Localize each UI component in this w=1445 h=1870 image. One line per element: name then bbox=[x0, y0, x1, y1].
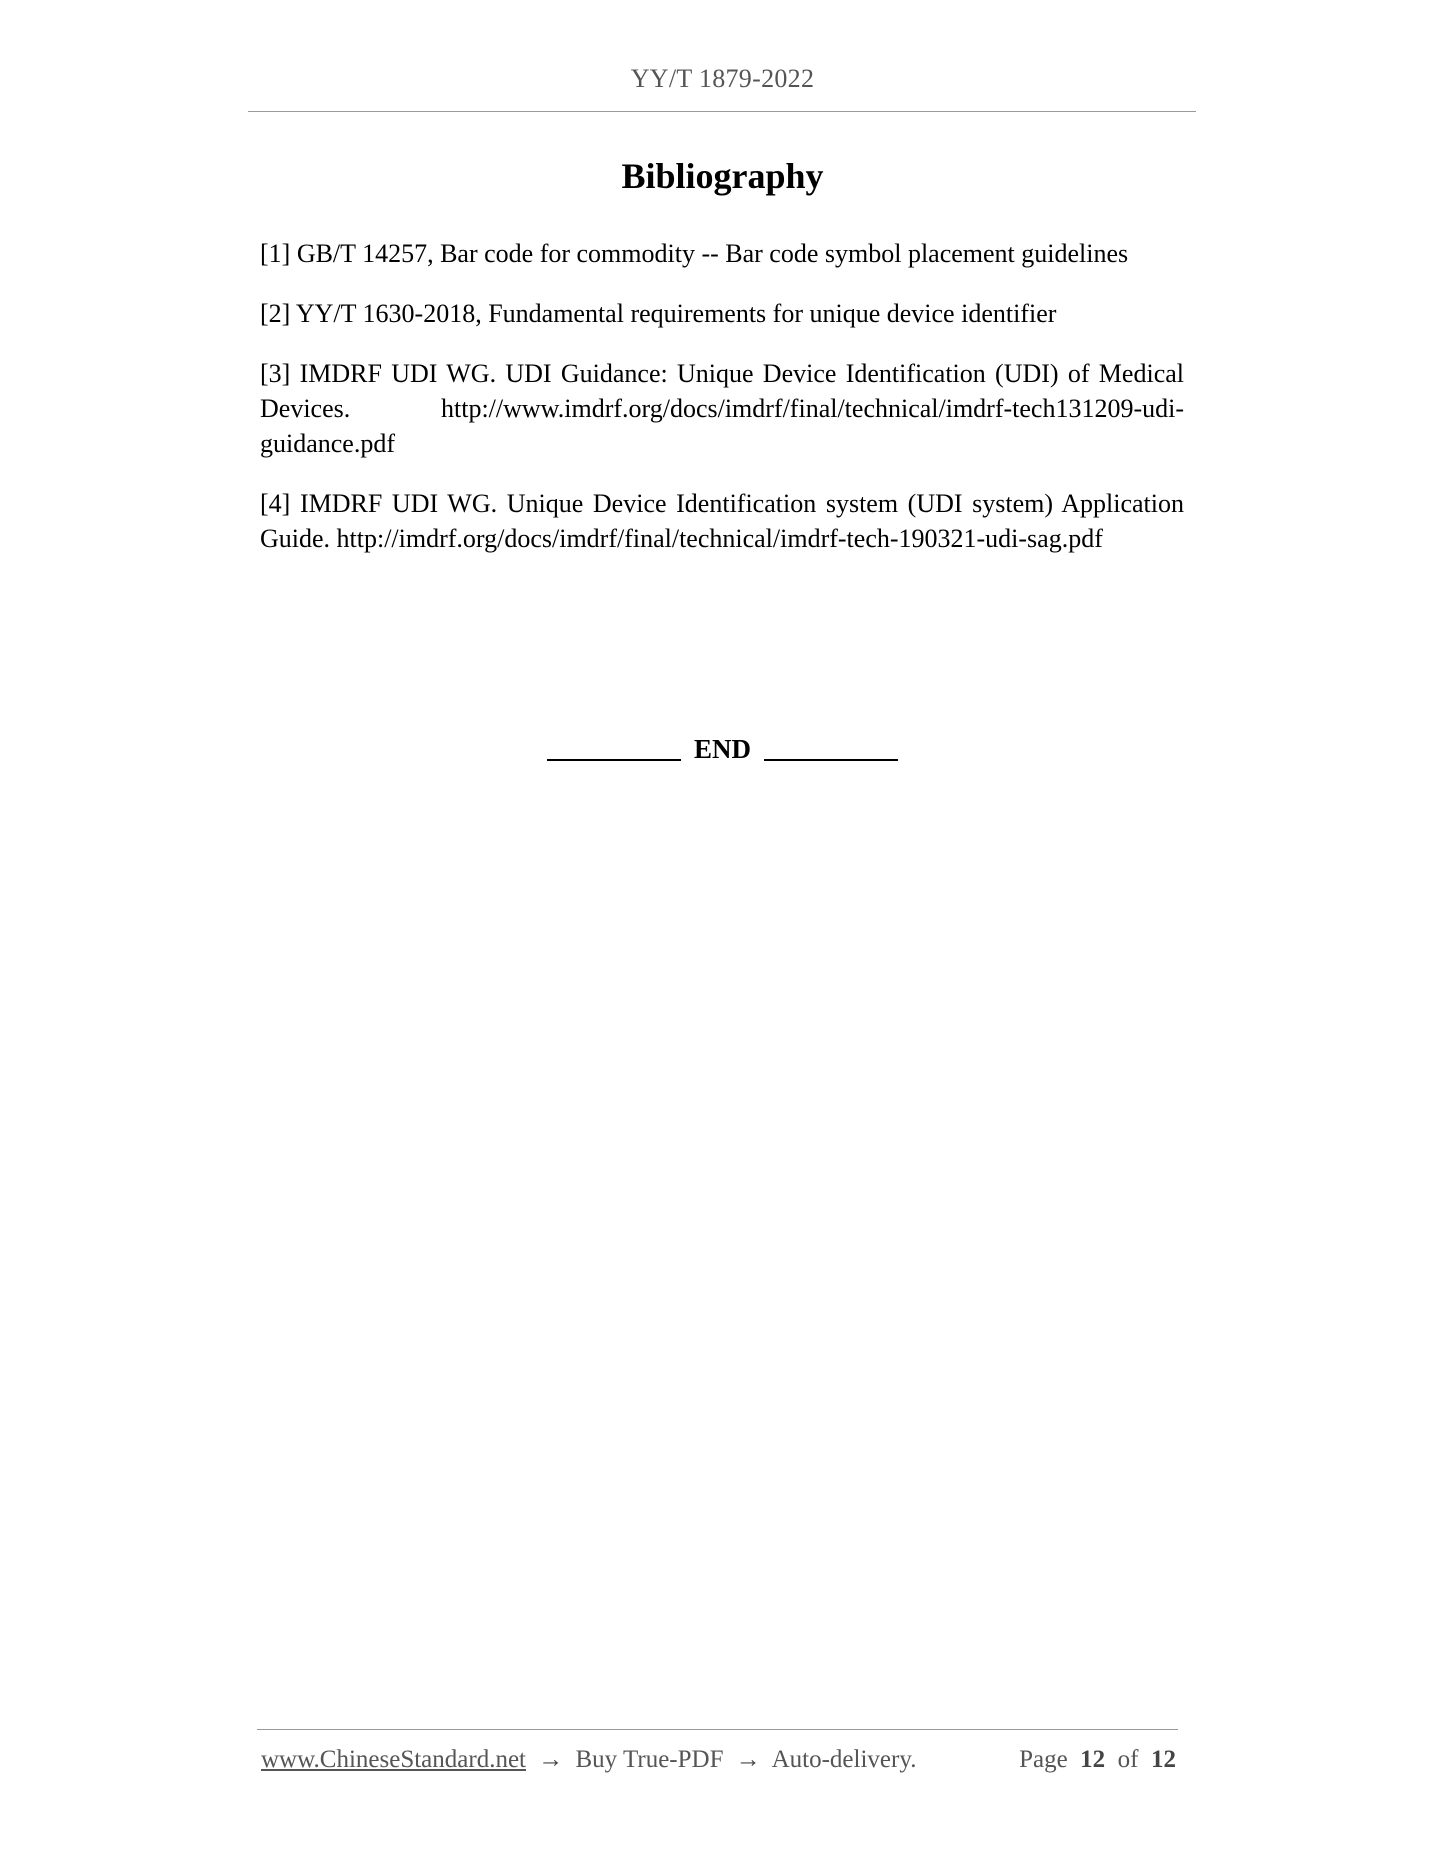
footer-promo bbox=[261, 1746, 916, 1774]
buy-text: Buy True-PDF bbox=[575, 1746, 724, 1773]
delivery-text: Auto-delivery. bbox=[771, 1746, 917, 1773]
page-total: 12 bbox=[1151, 1746, 1176, 1773]
section-title: Bibliography bbox=[621, 156, 824, 196]
end-marker bbox=[0, 734, 1445, 765]
arrow-right-icon: → bbox=[538, 1746, 564, 1773]
page-label: Page bbox=[1019, 1746, 1068, 1773]
reference-item: [3] IMDRF UDI WG. UDI Guidance: Unique Device Identification (UDI) of Medical Devices. http://www.imdrf.org/docs/imdrf/final/technical/imdrf-tech131209-udi-guidance.pdf bbox=[260, 359, 1184, 458]
header-divider bbox=[248, 111, 1196, 112]
page-of: of bbox=[1117, 1746, 1139, 1773]
page-number bbox=[1019, 1746, 1176, 1774]
site-link[interactable]: www.ChineseStandard.net bbox=[261, 1746, 526, 1773]
reference-item: [4] IMDRF UDI WG. Unique Device Identification system (UDI system) Application Guide. http://imdrf.org/docs/imdrf/final/technical/imdrf-tech-190321-udi-sag.pdf bbox=[260, 489, 1184, 553]
header-doc-id: YY/T 1879-2022 bbox=[630, 64, 815, 93]
arrow-right-icon: → bbox=[735, 1746, 761, 1773]
end-label: END bbox=[693, 734, 751, 764]
footer-divider bbox=[257, 1729, 1178, 1730]
reference-list bbox=[260, 236, 1184, 581]
end-rule-left bbox=[547, 759, 681, 761]
end-rule-right bbox=[764, 759, 898, 761]
reference-item: [1] GB/T 14257, Bar code for commodity -- Bar code symbol placement guidelines bbox=[260, 239, 1129, 268]
page-current: 12 bbox=[1080, 1746, 1106, 1773]
reference-item: [2] YY/T 1630-2018, Fundamental requirements for unique device identifier bbox=[260, 299, 1057, 328]
